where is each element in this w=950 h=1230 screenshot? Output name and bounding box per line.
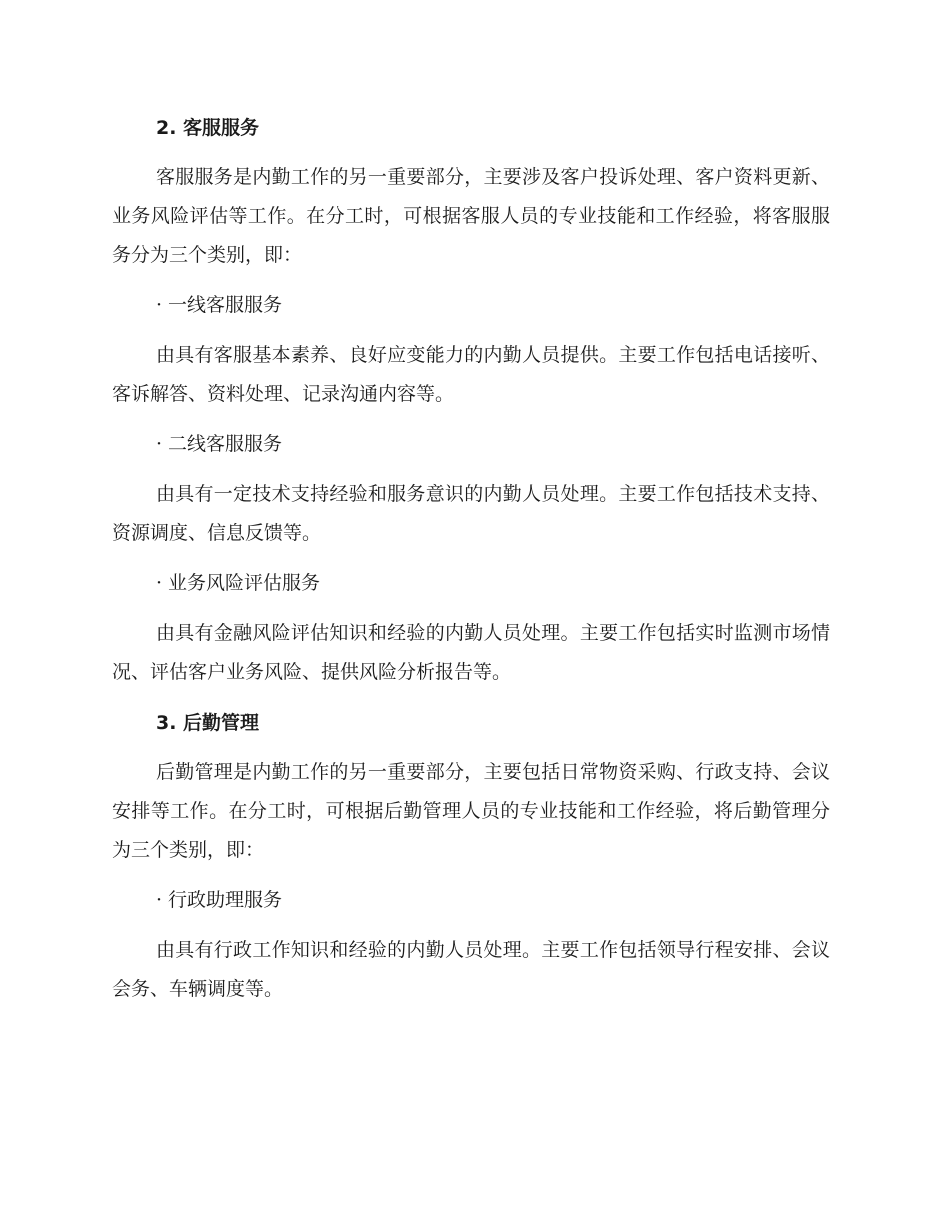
bullet-item-description: 由具有一定技术支持经验和服务意识的内勤人员处理。主要工作包括技术支持、资源调度、信息反馈等。: [112, 483, 830, 544]
section-heading-logistics: 3. 后勤管理: [156, 712, 260, 734]
bullet-title-text: 二线客服服务: [168, 433, 283, 455]
bullet-title-text: 业务风险评估服务: [168, 572, 321, 594]
bullet-marker: ·: [156, 433, 163, 455]
bullet-item-title: [112, 564, 830, 603]
bullet-item-description: 由具有客服基本素养、良好应变能力的内勤人员提供。主要工作包括电话接听、客诉解答、资料处理、记录沟通内容等。: [112, 344, 830, 405]
bullet-item-title: [112, 286, 830, 325]
bullet-item-description: 由具有金融风险评估知识和经验的内勤人员处理。主要工作包括实时监测市场情况、评估客户业务风险、提供风险分析报告等。: [112, 622, 830, 683]
bullet-marker: ·: [156, 889, 163, 911]
bullet-item-description: 由具有行政工作知识和经验的内勤人员处理。主要工作包括领导行程安排、会议会务、车辆调度等。: [112, 939, 830, 1000]
section-intro-logistics: 后勤管理是内勤工作的另一重要部分，主要包括日常物资采购、行政支持、会议安排等工作。在分工时，可根据后勤管理人员的专业技能和工作经验，将后勤管理分为三个类别，即：: [112, 761, 830, 861]
bullet-title-text: 行政助理服务: [168, 889, 283, 911]
bullet-marker: ·: [156, 572, 163, 594]
document-body: [112, 108, 830, 1020]
bullet-marker: ·: [156, 294, 163, 316]
bullet-item-title: [112, 881, 830, 920]
bullet-item-title: [112, 425, 830, 464]
section-intro-customer-service: 客服服务是内勤工作的另一重要部分，主要涉及客户投诉处理、客户资料更新、业务风险评估等工作。在分工时，可根据客服人员的专业技能和工作经验，将客服服务分为三个类别，即：: [112, 166, 830, 266]
section-heading-customer-service: 2. 客服服务: [156, 117, 260, 139]
bullet-title-text: 一线客服服务: [168, 294, 283, 316]
